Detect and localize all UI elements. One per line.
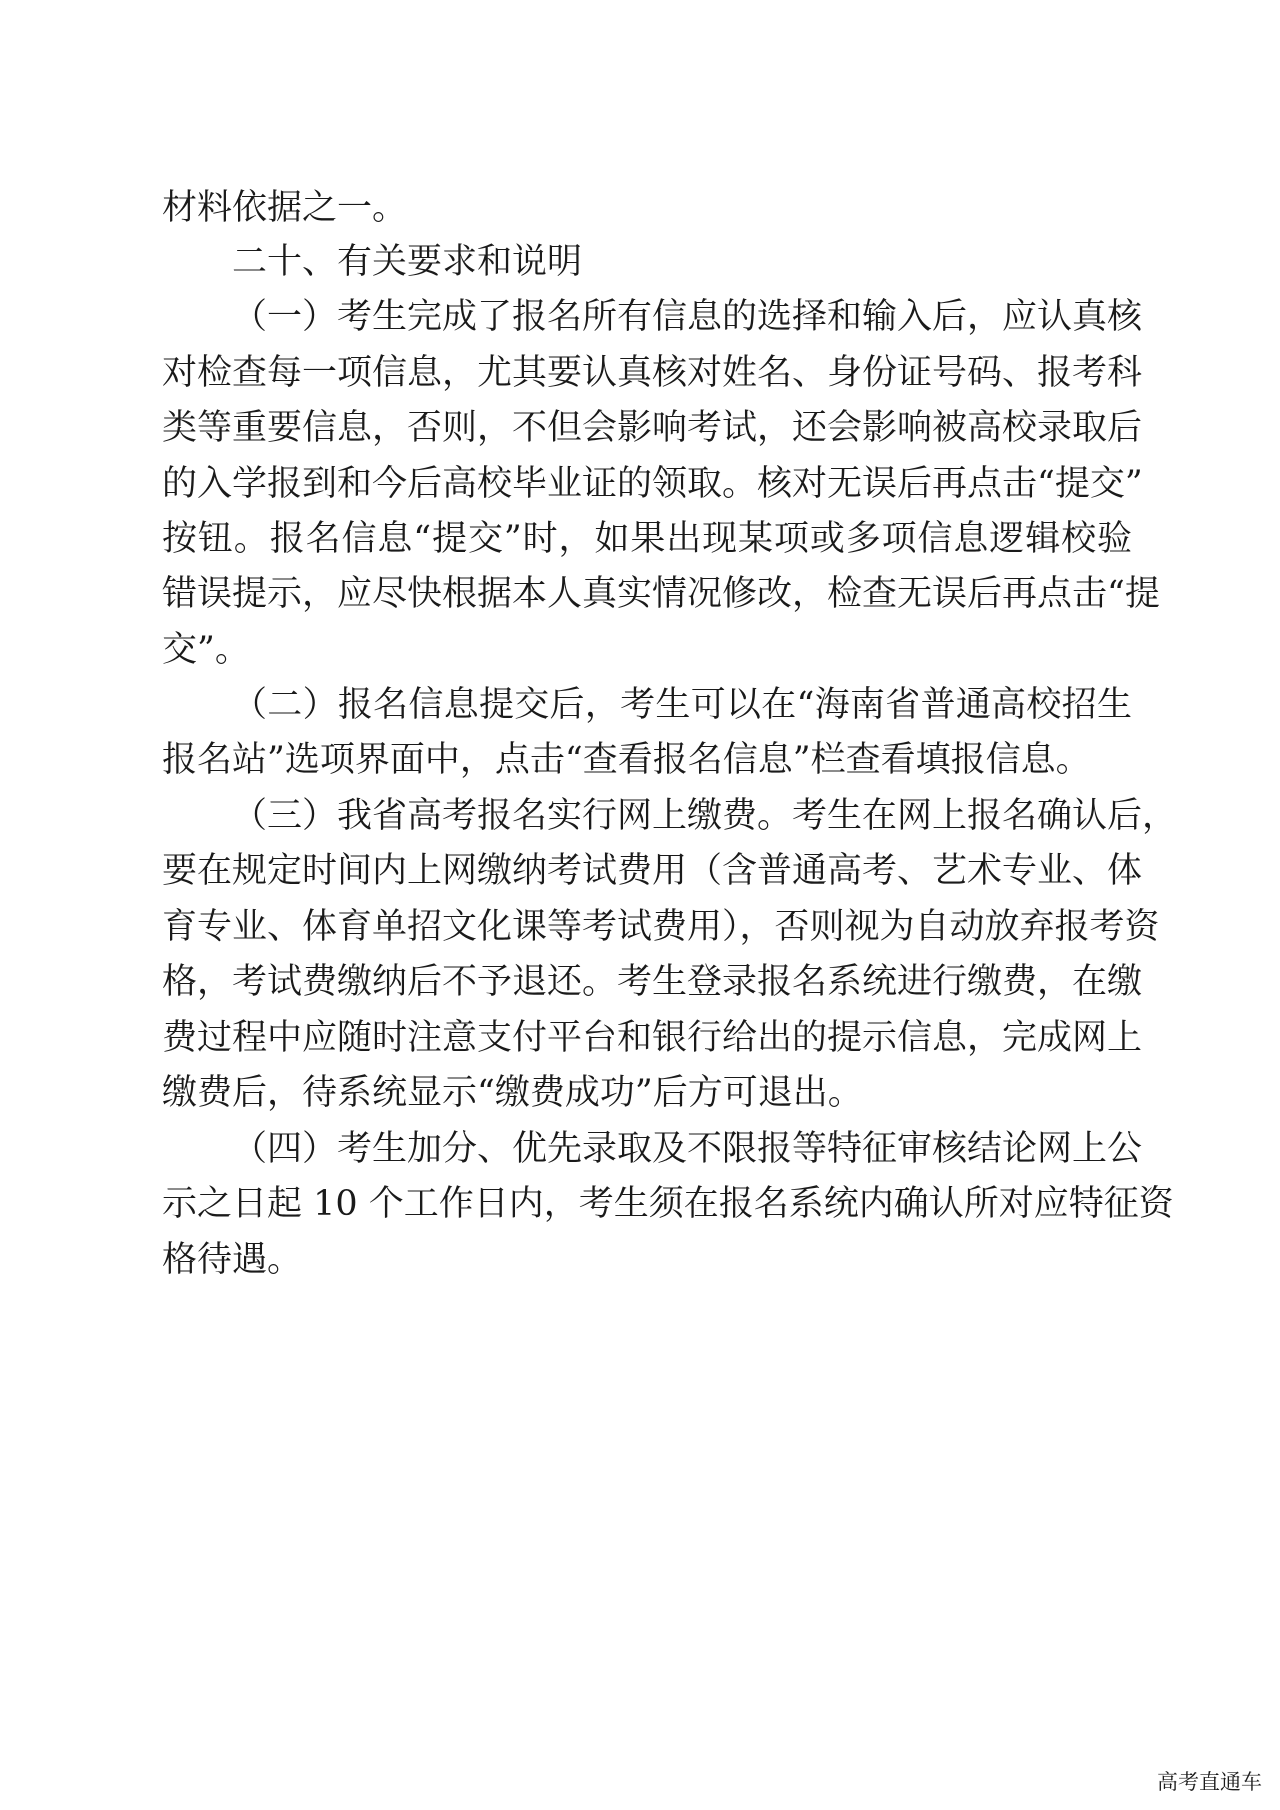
text-line: 材料依据之一。: [162, 188, 408, 228]
text-line: 错误提示，应尽快根据本人真实情况修改，检查无误后再点击“提: [162, 574, 1160, 614]
text-line: 育专业、体育单招文化课等考试费用），否则视为自动放弃报考资: [162, 907, 1160, 947]
text-line: 格待遇。: [162, 1240, 303, 1280]
watermark-label: 高考直通车: [1153, 1768, 1266, 1796]
text-line: 报名站”选项界面中，点击“查看报名信息”栏查看填报信息。: [162, 740, 1091, 780]
text-line: 费过程中应随时注意支付平台和银行给出的提示信息，完成网上: [162, 1018, 1143, 1058]
text-line: （二）报名信息提交后，考生可以在“海南省普通高校招生: [232, 685, 1132, 725]
text-line: 交”。: [162, 630, 250, 670]
text-line: （四）考生加分、优先录取及不限报等特征审核结论网上公: [232, 1129, 1143, 1169]
text-line: 对检查每一项信息，尤其要认真核对姓名、身份证号码、报考科: [162, 353, 1143, 393]
text-line: （一）考生完成了报名所有信息的选择和输入后，应认真核: [232, 297, 1143, 337]
text-line: 示之日起 10 个工作日内，考生须在报名系统内确认所对应特征资: [162, 1184, 1174, 1224]
text-line: 类等重要信息，否则，不但会影响考试，还会影响被高校录取后: [162, 408, 1143, 448]
text-line: （三）我省高考报名实行网上缴费。考生在网上报名确认后，: [232, 796, 1178, 836]
text-line: 缴费后，待系统显示“缴费成功”后方可退出。: [162, 1073, 863, 1113]
section-heading: 二十、有关要求和说明: [232, 242, 583, 282]
text-line: 按钮。报名信息“提交”时，如果出现某项或多项信息逻辑校验: [162, 519, 1132, 559]
text-line: 的入学报到和今后高校毕业证的领取。核对无误后再点击“提交”: [162, 464, 1143, 504]
text-line: 要在规定时间内上网缴纳考试费用（含普通高考、艺术专业、体: [162, 851, 1143, 891]
text-line: 格，考试费缴纳后不予退还。考生登录报名系统进行缴费，在缴: [162, 962, 1143, 1002]
